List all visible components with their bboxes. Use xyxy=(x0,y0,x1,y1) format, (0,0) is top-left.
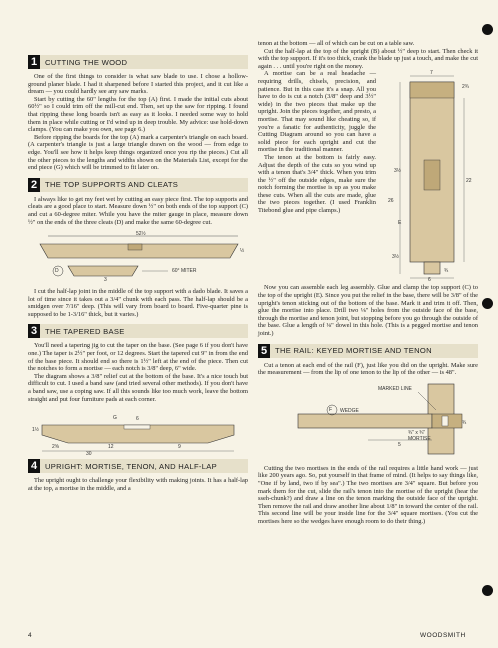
dimension-label: 3 xyxy=(104,277,107,284)
paragraph: The tenon at the bottom is fairly easy. Adjust the depth of the cuts so you wind up with a tenon that's 3/4" thick. When you trim the ½" off the outside edges, make sure the notch forming the mortise is up as you make these cuts. When all the cuts are made, glue the two pieces together. (I used Franklin Titebond glue and pipe clamps.) xyxy=(258,153,376,215)
section-title: THE TOP SUPPORTS AND CLEATS xyxy=(45,180,179,190)
dimension-label: 5 xyxy=(398,441,401,448)
left-column xyxy=(28,0,248,492)
paragraph: Cutting the two mortises in the ends of the rail requires a little hand work — just like 200 years ago. So, put yourself in that frame of mind. (It helps to say things like, "One if by land, two if by sea".) The two mortises are 3/4" square. But before you mark them for the cut, slide the rail's tenon into the mortise of the upright (hear the sseh-chunk?) and draw a line on the tenon marking the outside face of the upright. Then remove the rail and draw another line about 1/8" in toward the center of the rail. This second line will be your inside line for the 3/4" square mortises. (You cut the mortises here so the wedges have enough room to do their thing.) xyxy=(258,464,478,525)
dimension-label: 7 xyxy=(430,70,433,77)
upright-block xyxy=(258,70,478,284)
dimension-label: ¾ xyxy=(444,268,449,275)
paragraph: I cut the half-lap joint in the middle of the top support with a dado blade. It saves a lot of time since it takes out a 3/4" chunk with each pass. The half-lap should be a smidgen over 7/16" deep. (This will vary from board to board. Five-quarter pine is supposed to be 1-3/16" thick, but it varies.) xyxy=(28,288,248,318)
section-4-header xyxy=(28,459,248,473)
dimension-label: 30 xyxy=(86,451,92,458)
dimension-label: 2⅝ xyxy=(52,444,59,451)
upright-text xyxy=(258,70,376,284)
dimension-label: 9 xyxy=(178,444,181,451)
dimension-label: 6 xyxy=(136,416,139,423)
paragraph: Now you can assemble each leg assembly. Glue and clamp the top support (C) to the top of the upright (E). Since you put the relief in the base, there will be 3/8" of the upright's tenon sticking out of the bottom of the base. Mark it and trim it off. Then, glue the mortise into place. Drill two ⅛" holes from the outside face of the base, through the mortise and tenon joint, but stopping before you go through the outside of the base. Glue a length of ⅛" dowel in this hole. (This is a pegged mortise and tenon joint.) xyxy=(258,284,478,337)
section-2-header xyxy=(28,178,248,192)
figure-upright xyxy=(380,70,478,284)
paragraph: A mortise can be a real headache — requiring drills, chisels, precision, and patience. But in this case it's a snap. All you have to do is cut a notch (3/8" deep and 3½" wide) in the two pieces that make up the upright. Join the pieces together, and presto, a mortise. That may sound like cheating so, if you're a fanatic for authenticity, juggle the Cutting Diagram around so you can have a solid piece for each upright and cut the mortise in the traditional manner. xyxy=(258,70,376,154)
dimension-label: 12 xyxy=(108,444,114,451)
part-label: E xyxy=(398,220,402,227)
paragraph: The diagram shows a 3/8" relief cut at the bottom of the base. It's a nice touch but difficult to cut. I used a band saw (and tried several other methods). If you don't have a band saw, use a coping saw. If all this sounds like too much work, leave the bottom straight and put four furniture pads at each corner. xyxy=(28,372,248,403)
paragraph: The upright ought to challenge your flexibility with making joints. It has a half-lap at the top, a mortise in the middle, and a xyxy=(28,477,248,492)
dimension-label: 52½ xyxy=(136,231,146,238)
dimension-label: 1½ xyxy=(32,427,39,434)
section-5-header xyxy=(258,344,478,358)
dimension-label: 2¾ xyxy=(462,84,469,91)
section-1-header xyxy=(28,55,248,69)
binder-hole xyxy=(482,585,493,596)
part-label: G xyxy=(113,415,117,422)
figure-rail-mortise xyxy=(258,380,478,462)
marked-line-label: MARKED LINE xyxy=(378,385,412,392)
section-title: THE RAIL: KEYED MORTISE AND TENON xyxy=(275,346,432,356)
dimension-label: 3½ xyxy=(392,254,399,261)
section-number: 5 xyxy=(258,344,270,358)
paragraph: One of the first things to consider is what saw blade to use. I chose a hollow-ground planer blade. I had it sharpened before I started this project, and it cut like a dream — you could hardly see any saw marks. xyxy=(28,73,248,96)
rail-mortise-diagram xyxy=(258,380,478,462)
binder-hole xyxy=(482,24,493,35)
tapered-base-diagram xyxy=(28,405,248,457)
mortise-label: ¾" x ¾" MORTISE xyxy=(408,429,431,442)
part-label: D xyxy=(55,268,59,275)
figure-tapered-base xyxy=(28,405,248,457)
right-column xyxy=(258,40,478,525)
section-title: CUTTING THE WOOD xyxy=(45,57,128,67)
publication-name: WOODSMITH xyxy=(420,632,466,639)
dimension-label: 22 xyxy=(466,178,472,185)
paragraph: Cut a tenon at each end of the rail (F), just like you did on the upright. Make sure the measurement — from the lip of one tenon to the lip of the other — is 48". xyxy=(258,361,478,377)
page-number: 4 xyxy=(28,632,32,639)
binder-hole xyxy=(482,298,493,309)
dimension-label: ¾ xyxy=(462,419,467,426)
section-number: 3 xyxy=(28,324,40,338)
section-3-header xyxy=(28,324,248,338)
miter-label: 60° MITER xyxy=(172,268,197,275)
paragraph: Cut the half-lap at the top of the upright (B) about ½" deep to start. Then check it with the top support. If it's too thick, crank the blade up just a touch, and make the cut again . . . until you're right on the money. xyxy=(258,47,478,70)
section-number: 4 xyxy=(28,459,40,473)
dimension-label: 3½ xyxy=(394,168,401,175)
paragraph: Start by cutting the 60" lengths for the top (A) first. I made the initial cuts about 60½" so I could trim off the mill-cut end. Then, set up the saw for ripping. I found that ripping these long boards isn't as easy as it looks. I needed some way to hold them in place while cutting or I'd wind up in deep trouble. My advice: use hold-down clamps. (You can make you own, see page 6.) xyxy=(28,95,248,134)
section-title: THE TAPERED BASE xyxy=(45,326,125,336)
figure-top-support xyxy=(28,228,248,286)
paragraph: I always like to get my feet wet by cutting an easy piece first. The top supports and cleats are a good place to start. Measure down ½" on both ends of the top support (C) and cut a 60-degree miter. While you have the miter gauge in place, measure down ½" on the ends of the three cleats (D) and make the same 60-degree cut. xyxy=(28,195,248,226)
part-label: F xyxy=(329,406,333,413)
paragraph: You'll need a tapering jig to cut the taper on the base. (See page 6 if you don't have one.) The taper is 2½" per foot, or 12 degrees. Start the tapered cut 9" in from the end of the base piece. It should end so there is 1½" left at the end of the piece. Then cut the notches to form a mortise — each notch is 3/8" deep, 6" wide. xyxy=(28,342,248,373)
paragraph: tenon at the bottom — all of which can be cut on a table saw. xyxy=(258,40,415,47)
section-number: 2 xyxy=(28,178,40,192)
upright-diagram xyxy=(380,70,478,284)
dimension-label: 6 xyxy=(428,277,431,284)
wedge-label: WEDGE xyxy=(340,407,359,414)
section-title: UPRIGHT: MORTISE, TENON, AND HALF-LAP xyxy=(45,461,218,471)
dimension-label: ½ xyxy=(240,248,245,255)
paragraph: Before ripping the boards for the top (A) mark a carpenter's triangle on each board. (A carpenter's triangle is just a large triangle drawn on the wood — from edge to edge. You'll see how it helps keep things organized once you rip the pieces.) Cut all the other pieces to the lengths and widths shown on the Materials List, except for the end piece (G) which will be trimmed to fit later on. xyxy=(28,133,248,172)
dimension-label: 26 xyxy=(388,198,394,205)
section-number: 1 xyxy=(28,55,40,69)
